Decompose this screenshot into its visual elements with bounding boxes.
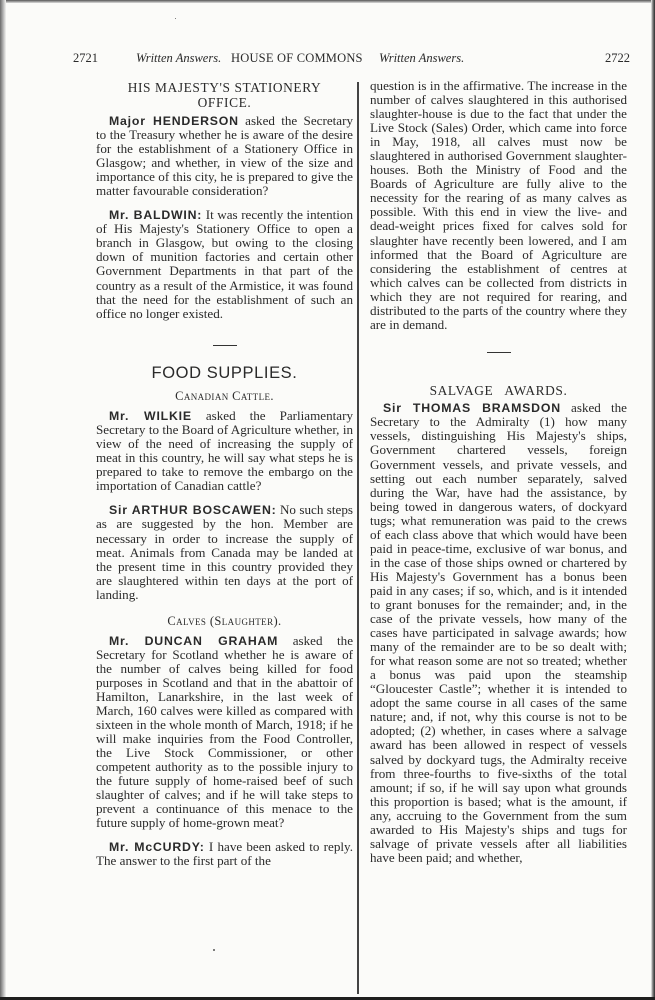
heading-stationery-office [96, 80, 353, 110]
answer-text: I have been asked to reply. The answer to the first part of the [96, 839, 353, 869]
heading-salvage-awards: SALVAGE AWARDS. [429, 383, 568, 399]
column-divider [357, 82, 359, 994]
question-text: asked the Secretary to the Treasury whether he is aware of the desire for the establishment of a Stationery Office in Glasgow; and whether, in view of the size and importance of this city, he is prepared to give the matter favourable consideration? [96, 113, 353, 199]
speaker-name: Sir THOMAS BRAMSDON [383, 401, 561, 416]
running-head [0, 51, 655, 71]
answer-boscawen [96, 503, 353, 601]
speaker-name: Mr. McCURDY: [109, 840, 205, 855]
page-edge-top [0, 0, 655, 3]
section-label-left: Written Answers. [136, 51, 222, 65]
question-bramsdon [370, 401, 627, 865]
speaker-name: Mr. BALDWIN: [109, 208, 203, 223]
print-speck [213, 949, 215, 951]
right-column [370, 79, 627, 865]
answer-text: It was recently the intention of His Majesty's Stationery Office to open a branch in Glasgow, but owing to the closing down of munition factories and certain other Government Departments in that part of the country as a result of the Armistice, it was found that the need for the establishment of such an office no longer existed. [96, 207, 353, 321]
question-text: asked the Secretary to the Admiralty (1) how many vessels, distinguishing His Majesty's ships, Government chartered vessels, foreign Government vessels, and private vessels, and setting out each number separately, salved during the War, have had the assistance, by being towed in dangerous waters, of dockyard tugs; what remuneration was paid to the crews of each class above that which would have been paid in peace-time, exclusive of war bonus, and in the case of those ships owned or chartered by His Majesty's Government has a bonus been paid in any cases; if so, which, and is it intended to grant bonuses for the remainder; and, in the case of the private vessels, how many of the cases have participated in salvage awards; how many of the remainder are to be so dealt with; for what reason some are not so treated; whether a bonus was paid upon the steamship “Gloucester Castle”; whether it is intended to adopt the same course in all cases of the same nature; and, if not, why this course is not to be adopted; (2) whether, in cases where a salvage award has been allowed in respect of vessels salved by dockyard tugs, the Admiralty receive from three-fourths to five-sixths of the total amount; if so, if he will say upon what grounds this proportion is based; what is the amount, if any, accruing to the Government from the sum awarded to His Majesty's ships and tugs for salvage of private vessels after all liabilities have been paid; and whether, [370, 400, 627, 865]
speaker-name: Mr. WILKIE [109, 409, 192, 424]
section-rule [213, 345, 237, 347]
subheading-canadian-cattle: Canadian Cattle. [175, 389, 274, 404]
speaker-name: Major HENDERSON [109, 114, 239, 128]
answer-mccurdy [96, 840, 353, 868]
speaker-name: Mr. DUNCAN GRAHAM [109, 633, 279, 648]
print-speck [175, 18, 176, 19]
question-wilkie [96, 409, 353, 493]
subheading-calves-slaughter: Calves (Slaughter). [167, 613, 282, 628]
question-duncan-graham [96, 634, 353, 831]
heading-line-1: HIS MAJESTY'S STATIONERY [127, 80, 322, 95]
answer-baldwin [96, 208, 353, 320]
page-edge-right [651, 0, 655, 1000]
heading-line-2: OFFICE. [197, 95, 252, 110]
page-edge-left [0, 0, 6, 1000]
page-number-left: 2721 [73, 51, 98, 65]
question-text: asked the Parliamentary Secretary to the Board of Agriculture whether, in view of the need of increasing the supply of meat in this country, he will say what steps he is prepared to take to remove the embargo on the importation of Canadian cattle? [96, 408, 354, 494]
question-text: asked the Secretary for Scotland whether he is aware of the number of calves being killed for food purposes in Scotland and that in the abattoir of Hamilton, Lanarkshire, in the last week of March, 160 calves were killed as compared with sixteen in the whole month of March, 1918; if he will make inquiries from the Food Controller, the Live Stock Commissioner, or other competent authority as to the possible injury to the future supply of home-raised beef of such slaughter of calves; and if he will take steps to prevent a continuance of this menace to the future supply of home-grown meat? [96, 632, 354, 831]
speaker-name: Sir ARTHUR BOSCAWEN: [109, 503, 277, 518]
publication-title: HOUSE OF COMMONS [231, 51, 363, 65]
section-label-right: Written Answers. [379, 51, 465, 65]
answer-mccurdy-continued: question is in the affirmative. The increase in the number of calves slaughtered in this authorised slaughter-house is due to the fact that under the Live Stock (Sales) Order, which came into force in May, 1918, all calves must now be slaughtered in authorised Government slaughter-houses. Both the Ministry of Food and the Boards of Agriculture are fully alive to the necessity for the rearing of as many calves as possible. With this end in view the live- and dead-weight prices fixed for calves sold for slaughter have recently been lowered, and I am informed that the Board of Agriculture are considering the establishment of centres at which calves can be collected from districts in which they are not required for rearing, and distributed to the parts of the country where they are in demand. [370, 78, 627, 332]
page-number-right: 2722 [605, 51, 630, 65]
heading-food-supplies: FOOD SUPPLIES. [151, 364, 298, 383]
left-column [96, 80, 353, 869]
question-henderson [96, 114, 353, 198]
answer-text: No such steps as are suggested by the hon. Member are necessary in order to increase the supply of meat. Animals from Canada may be landed at the present time in this country provided they are slaughtered within ten days at the port of landing. [96, 502, 353, 602]
section-rule [487, 352, 511, 354]
